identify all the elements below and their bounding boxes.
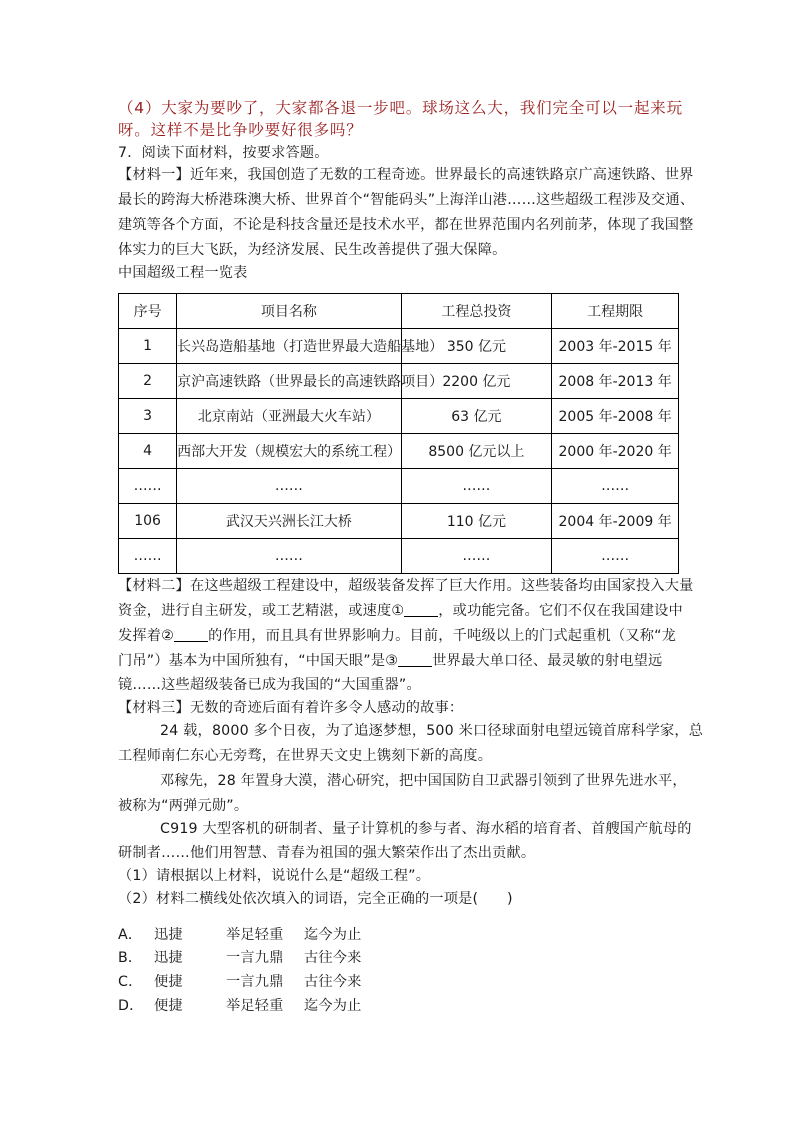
table-row <box>119 329 679 364</box>
table-row <box>119 504 679 539</box>
cell-investment: 350 亿元 <box>401 329 552 364</box>
material3-line-1: 【材料三】无数的奇迹后面有着许多令人感动的故事： <box>118 700 464 716</box>
option-word-3: 迄今为止 <box>304 927 362 943</box>
cell-index: 1 <box>119 329 177 364</box>
material1-line-3: 建筑等各个方面，不论是科技含量还是技术水平，都在世界范围内名列前茅，体现了我国整 <box>118 217 694 233</box>
table-caption: 中国超级工程一览表 <box>118 265 248 281</box>
table-row <box>119 399 679 434</box>
fill-blank-3 <box>398 652 432 667</box>
cell-index: 106 <box>119 504 177 539</box>
material2-line-1: 【材料二】在这些超级工程建设中，超级装备发挥了巨大作用。这些装备均由国家投入大量 <box>118 578 694 594</box>
material1-line-1: 【材料一】近年来，我国创造了无数的工程奇迹。世界最长的高速铁路京广高速铁路、世界 <box>118 167 694 183</box>
cell-investment: 2200 亿元 <box>401 364 552 399</box>
table-row <box>119 539 679 574</box>
cell-period: 2008 年-2013 年 <box>552 364 679 399</box>
cell-index: 2 <box>119 364 177 399</box>
material1-line-4: 体实力的巨大飞跃，为经济发展、民生改善提供了强大保障。 <box>118 242 507 258</box>
question-title: 7．阅读下面材料，按要求答题。 <box>118 145 329 161</box>
option-word-3: 古往今来 <box>304 950 362 966</box>
option-word-2: 一言九鼎 <box>226 974 284 990</box>
option-word-2: 举足轻重 <box>226 998 284 1014</box>
header-project-name: 项目名称 <box>177 294 401 329</box>
story3-line-2: 研制者……他们用智慧、青春为祖国的强大繁荣作出了杰出贡献。 <box>118 845 536 861</box>
material2-line-2 <box>118 600 683 622</box>
table-row <box>119 364 679 399</box>
material2-line-2-end: ，或功能完备。它们不仅在我国建设中 <box>438 603 683 619</box>
header-index: 序号 <box>119 294 177 329</box>
option-word-1: 迅捷 <box>154 950 183 966</box>
option-word-1: 便捷 <box>154 974 183 990</box>
cell-index: 4 <box>119 434 177 469</box>
table-header-row <box>119 294 679 329</box>
super-project-table <box>118 293 679 574</box>
material2-line-4-end: 世界最大单口径、最灵敏的射电望远 <box>432 653 663 669</box>
header-investment: 工程总投资 <box>401 294 552 329</box>
material2-line-4 <box>118 650 662 672</box>
story1-line-2: 工程师南仁东心无旁骛，在世界天文史上镌刻下新的高度。 <box>118 748 493 764</box>
material2-line-2-start: 资金，进行自主研发，或工艺精湛，或速度① <box>118 603 405 619</box>
option-c[interactable] <box>118 971 362 993</box>
option-word-3: 迄今为止 <box>304 998 362 1014</box>
cell-period: 2000 年-2020 年 <box>552 434 679 469</box>
option-label: A． <box>118 927 143 943</box>
cell-investment: 8500 亿元以上 <box>401 434 552 469</box>
cell-period: 2005 年-2008 年 <box>552 399 679 434</box>
cell-project-name: 西部大开发（规模宏大的系统工程） <box>177 434 401 469</box>
cell-project-name: …… <box>177 539 401 574</box>
material2-line-3-end: 的作用，而且具有世界影响力。目前，千吨级以上的门式起重机（又称“龙 <box>208 628 677 644</box>
cell-project-name: 武汉天兴洲长江大桥 <box>177 504 401 539</box>
material1-line-2: 最长的跨海大桥港珠澳大桥、世界首个“智能码头”上海洋山港……这些超级工程涉及交通、 <box>118 192 695 208</box>
material2-line-5: 镜……这些超级装备已成为我国的“大国重器”。 <box>118 677 421 693</box>
option-word-1: 便捷 <box>154 998 183 1014</box>
option-label: B． <box>118 950 143 966</box>
option-label: D． <box>118 998 144 1014</box>
table-row <box>119 434 679 469</box>
story2-line-2: 被称为“两弹元勋”。 <box>118 798 249 814</box>
option-word-1: 迅捷 <box>154 927 183 943</box>
cell-investment: 110 亿元 <box>401 504 552 539</box>
cell-investment: 63 亿元 <box>401 399 552 434</box>
option-b[interactable] <box>118 947 362 969</box>
option-a[interactable] <box>118 924 362 946</box>
cell-project-name: 京沪高速铁路（世界最长的高速铁路项目） <box>177 364 401 399</box>
fill-blank-2 <box>174 627 208 642</box>
option-label: C． <box>118 974 143 990</box>
fill-blank-1 <box>404 602 438 617</box>
intro-line-2: 呀。这样不是比争吵要好很多吗？ <box>118 121 363 139</box>
table-row <box>119 469 679 504</box>
story3-line-1: C919 大型客机的研制者、量子计算机的参与者、海水稻的培育者、首艘国产航母的 <box>160 821 692 837</box>
material2-line-3-start: 发挥着② <box>118 628 175 644</box>
material2-line-3 <box>118 625 676 647</box>
cell-investment: …… <box>401 539 552 574</box>
intro-line-1: （4）大家为要吵了，大家都各退一步吧。球场这么大，我们完全可以一起来玩 <box>118 99 683 117</box>
option-word-2: 举足轻重 <box>226 927 284 943</box>
subquestion-2: （2）材料二横线处依次填入的词语，完全正确的一项是( ) <box>118 891 513 907</box>
cell-period: …… <box>552 469 679 504</box>
header-period: 工程期限 <box>552 294 679 329</box>
cell-project-name: 长兴岛造船基地（打造世界最大造船基地） <box>177 329 401 364</box>
story2-line-1: 邓稼先，28 年置身大漠，潜心研究，把中国国防自卫武器引领到了世界先进水平， <box>160 773 687 789</box>
material2-line-4-start: 门吊”）基本为中国所独有，“中国天眼”是③ <box>118 653 399 669</box>
subquestion-1: （1）请根据以上材料，说说什么是“超级工程”。 <box>118 868 431 884</box>
option-word-3: 古往今来 <box>304 974 362 990</box>
cell-index: …… <box>119 469 177 504</box>
cell-index: 3 <box>119 399 177 434</box>
option-word-2: 一言九鼎 <box>226 950 284 966</box>
option-d[interactable] <box>118 995 362 1017</box>
cell-project-name: …… <box>177 469 401 504</box>
cell-period: 2003 年-2015 年 <box>552 329 679 364</box>
cell-period: …… <box>552 539 679 574</box>
cell-index: …… <box>119 539 177 574</box>
cell-investment: …… <box>401 469 552 504</box>
story1-line-1: 24 载，8000 多个日夜，为了追逐梦想，500 米口径球面射电望远镜首席科学家，总 <box>160 723 704 739</box>
cell-period: 2004 年-2009 年 <box>552 504 679 539</box>
cell-project-name: 北京南站（亚洲最大火车站） <box>177 399 401 434</box>
